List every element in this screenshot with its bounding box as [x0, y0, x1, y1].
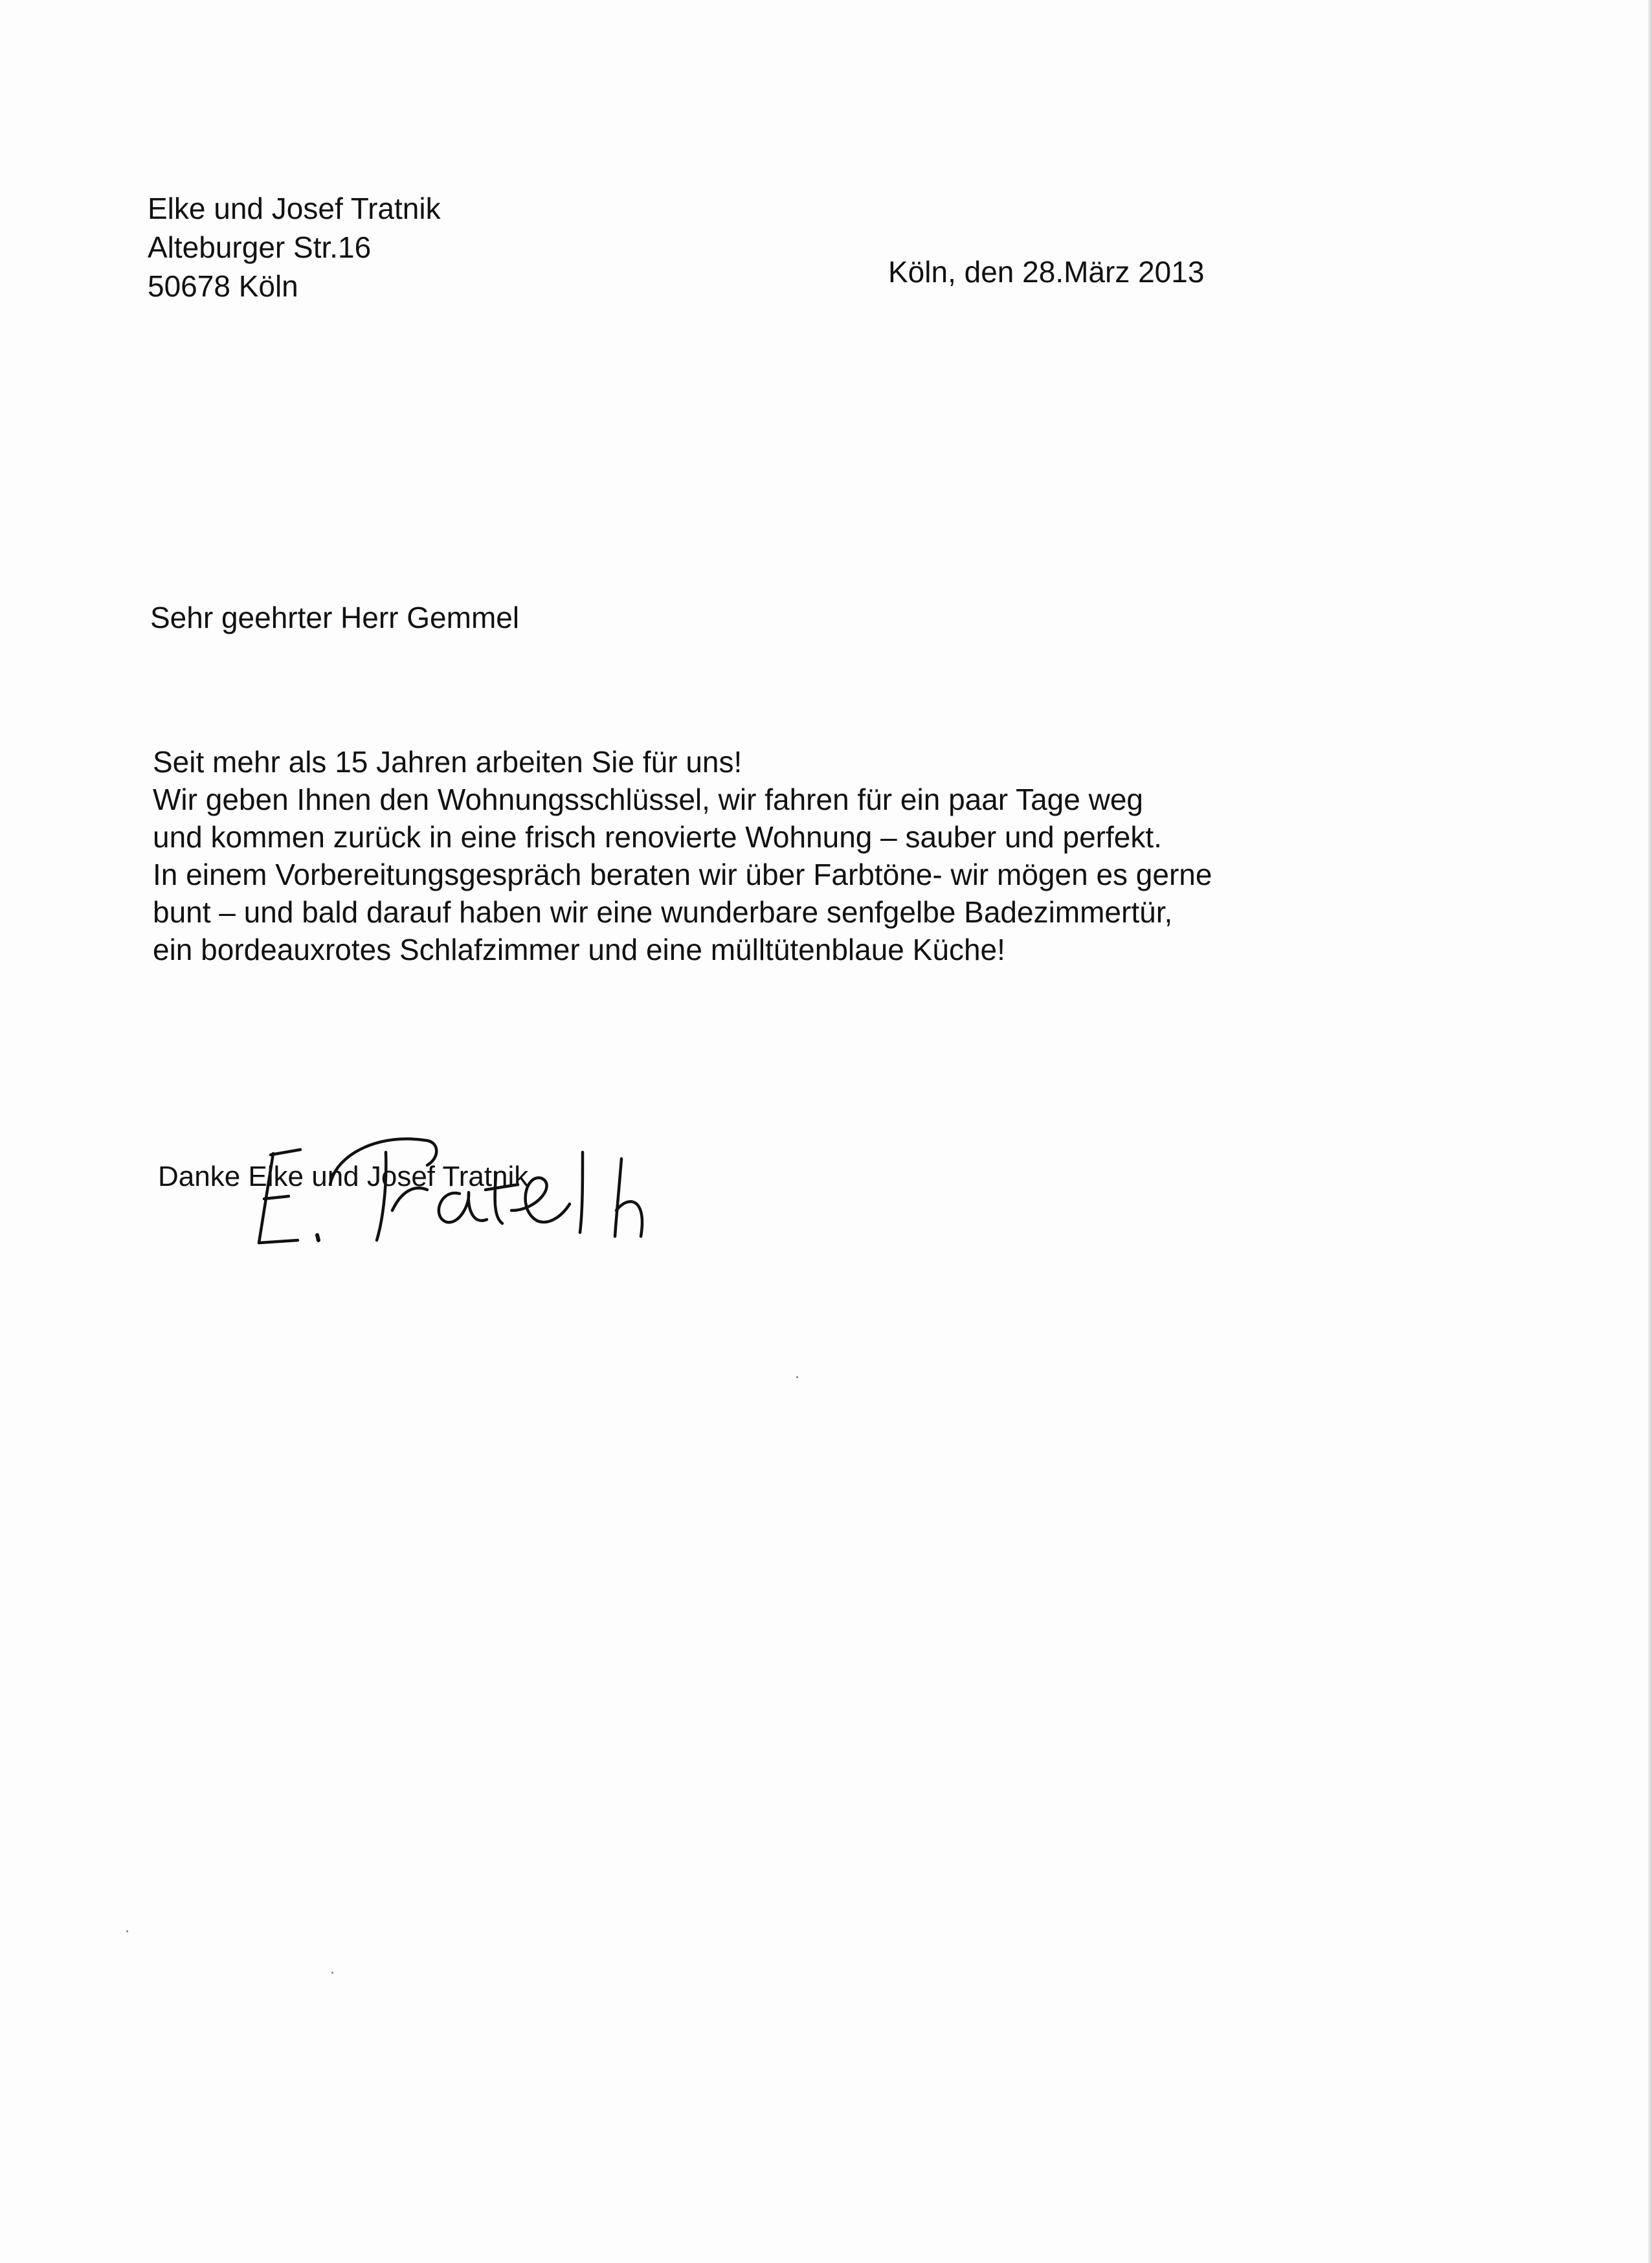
sender-address: [148, 189, 441, 306]
sender-street: Alteburger Str.16: [148, 230, 372, 264]
body-line: Wir geben Ihnen den Wohnungsschlüssel, wir fahren für ein paar Tage weg: [153, 783, 1143, 816]
body-line: In einem Vorbereitungsgespräch beraten wir über Farbtöne- wir mögen es gerne: [153, 858, 1212, 891]
body-line: bunt – und bald darauf haben wir eine wunderbare senfgelbe Badezimmertür,: [153, 895, 1173, 929]
body-line: und kommen zurück in eine frisch renovierte Wohnung – sauber und perfekt.: [153, 820, 1162, 854]
scan-speck: [126, 1930, 128, 1932]
body-line: Seit mehr als 15 Jahren arbeiten Sie für uns!: [153, 745, 742, 779]
scan-speck: [796, 1376, 798, 1378]
letter-date: Köln, den 28.März 2013: [888, 255, 1205, 289]
sender-city: 50678 Köln: [148, 269, 298, 303]
scan-speck: [331, 1972, 333, 1974]
body-line: ein bordeauxrotes Schlafzimmer und eine mülltütenblaue Küche!: [153, 933, 1005, 966]
scan-edge: [1648, 0, 1652, 2263]
letter-body: [153, 743, 1212, 968]
salutation: Sehr geehrter Herr Gemmel: [150, 601, 520, 634]
handwritten-signature: [233, 1113, 660, 1262]
sender-name: Elke und Josef Tratnik: [148, 192, 441, 225]
closing-line: Danke Elke und Josef Tratnik: [158, 1161, 529, 1192]
